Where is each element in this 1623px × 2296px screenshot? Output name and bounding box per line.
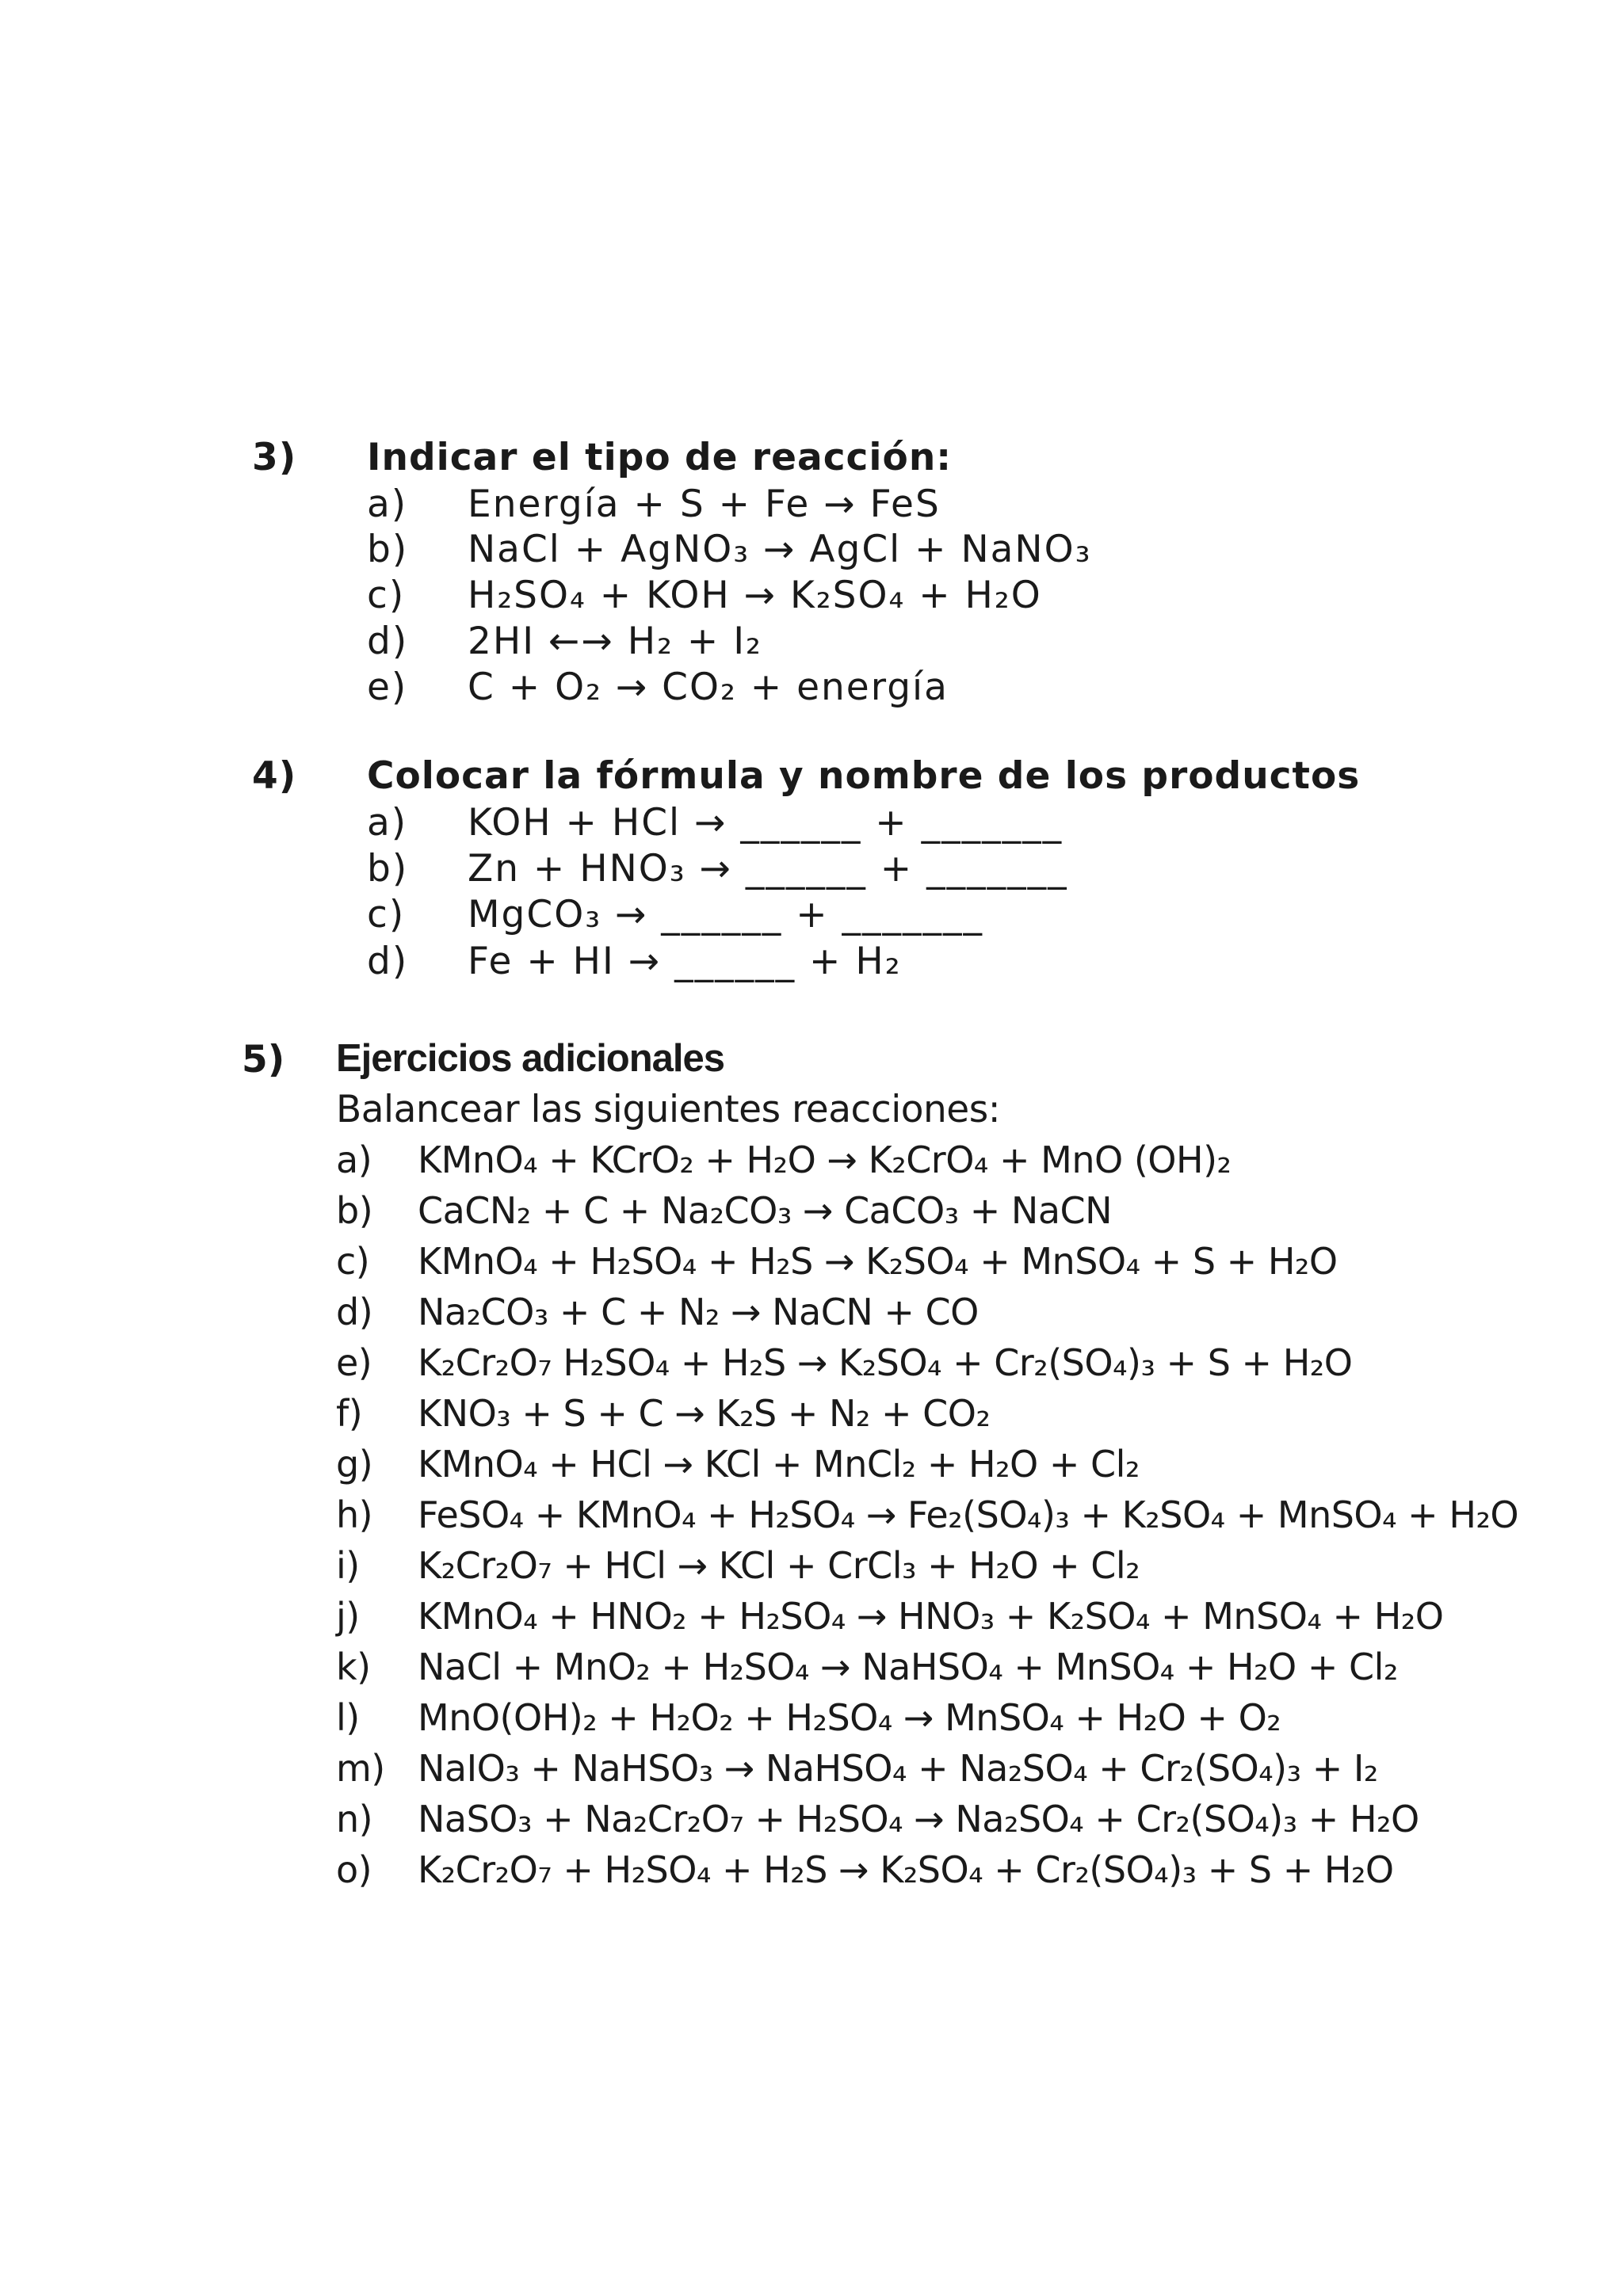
item-letter: c) <box>367 893 406 936</box>
section-subtitle: Balancear las siguientes reacciones: <box>336 1088 1001 1131</box>
item-equation: KMnO₄ + HNO₂ + H₂SO₄ → HNO₃ + K₂SO₄ + MnSO₄ + H₂O <box>418 1595 1444 1638</box>
item-equation: Energía + S + Fe → FeS <box>468 482 941 526</box>
item-equation: K₂Cr₂O₇ H₂SO₄ + H₂S → K₂SO₄ + Cr₂(SO₄)₃ + S + H₂O <box>418 1341 1353 1384</box>
item-letter: d) <box>367 620 409 663</box>
item-equation: CaCN₂ + C + Na₂CO₃ → CaCO₃ + NaCN <box>418 1189 1113 1232</box>
section-title: Ejercicios adicionales <box>336 1037 725 1080</box>
item-equation: C + O₂ → CO₂ + energía <box>468 666 949 709</box>
item-equation: K₂Cr₂O₇ + H₂SO₄ + H₂S → K₂SO₄ + Cr₂(SO₄)₃ + S + H₂O <box>418 1848 1394 1891</box>
item-letter: f) <box>336 1392 363 1435</box>
item-letter: n) <box>336 1798 373 1840</box>
item-equation: KMnO₄ + H₂SO₄ + H₂S → K₂SO₄ + MnSO₄ + S + H₂O <box>418 1240 1338 1283</box>
section-number: 5) <box>242 1038 285 1081</box>
item-letter: h) <box>336 1493 373 1536</box>
item-equation: NaCl + MnO₂ + H₂SO₄ → NaHSO₄ + MnSO₄ + H₂O + Cl₂ <box>418 1646 1398 1688</box>
item-letter: e) <box>367 666 408 709</box>
item-letter: c) <box>367 574 406 617</box>
item-letter: i) <box>336 1544 360 1587</box>
section-title: Colocar la fórmula y nombre de los productos <box>367 754 1361 798</box>
item-equation: MgCO₃ → ______ + _______ <box>468 893 984 936</box>
item-equation: KNO₃ + S + C → K₂S + N₂ + CO₂ <box>418 1392 991 1435</box>
item-letter: a) <box>367 482 408 526</box>
item-equation: K₂Cr₂O₇ + HCl → KCl + CrCl₃ + H₂O + Cl₂ <box>418 1544 1140 1587</box>
item-equation: 2HI ←→ H₂ + I₂ <box>468 620 762 663</box>
item-letter: d) <box>336 1291 373 1333</box>
item-letter: e) <box>336 1341 372 1384</box>
item-equation: NaCl + AgNO₃ → AgCl + NaNO₃ <box>468 528 1092 571</box>
item-letter: l) <box>336 1696 360 1739</box>
item-letter: j) <box>336 1595 360 1638</box>
item-equation: KMnO₄ + KCrO₂ + H₂O → K₂CrO₄ + MnO (OH)₂ <box>418 1138 1232 1181</box>
item-equation: Zn + HNO₃ → ______ + _______ <box>468 847 1068 891</box>
item-equation: Na₂CO₃ + C + N₂ → NaCN + CO <box>418 1291 979 1333</box>
section-number: 4) <box>252 754 297 798</box>
item-letter: a) <box>336 1138 372 1181</box>
item-letter: o) <box>336 1848 372 1891</box>
section-title: Indicar el tipo de reacción: <box>367 436 953 479</box>
item-equation: Fe + HI → ______ + H₂ <box>468 940 902 983</box>
item-equation: KOH + HCl → ______ + _______ <box>468 801 1064 845</box>
item-equation: H₂SO₄ + KOH → K₂SO₄ + H₂O <box>468 574 1042 617</box>
item-equation: FeSO₄ + KMnO₄ + H₂SO₄ → Fe₂(SO₄)₃ + K₂SO₄ + MnSO₄ + H₂O <box>418 1493 1519 1536</box>
item-letter: b) <box>367 528 409 571</box>
item-equation: MnO(OH)₂ + H₂O₂ + H₂SO₄ → MnSO₄ + H₂O + O₂ <box>418 1696 1281 1739</box>
item-letter: b) <box>367 847 409 891</box>
item-letter: d) <box>367 940 409 983</box>
item-letter: b) <box>336 1189 373 1232</box>
item-letter: k) <box>336 1646 371 1688</box>
item-letter: m) <box>336 1747 385 1790</box>
item-letter: a) <box>367 801 408 845</box>
item-letter: c) <box>336 1240 370 1283</box>
item-equation: NaSO₃ + Na₂Cr₂O₇ + H₂SO₄ → Na₂SO₄ + Cr₂(SO₄)₃ + H₂O <box>418 1798 1419 1840</box>
item-equation: NaIO₃ + NaHSO₃ → NaHSO₄ + Na₂SO₄ + Cr₂(SO₄)₃ + I₂ <box>418 1747 1378 1790</box>
item-equation: KMnO₄ + HCl → KCl + MnCl₂ + H₂O + Cl₂ <box>418 1443 1140 1486</box>
section-number: 3) <box>252 436 297 479</box>
item-letter: g) <box>336 1443 373 1486</box>
